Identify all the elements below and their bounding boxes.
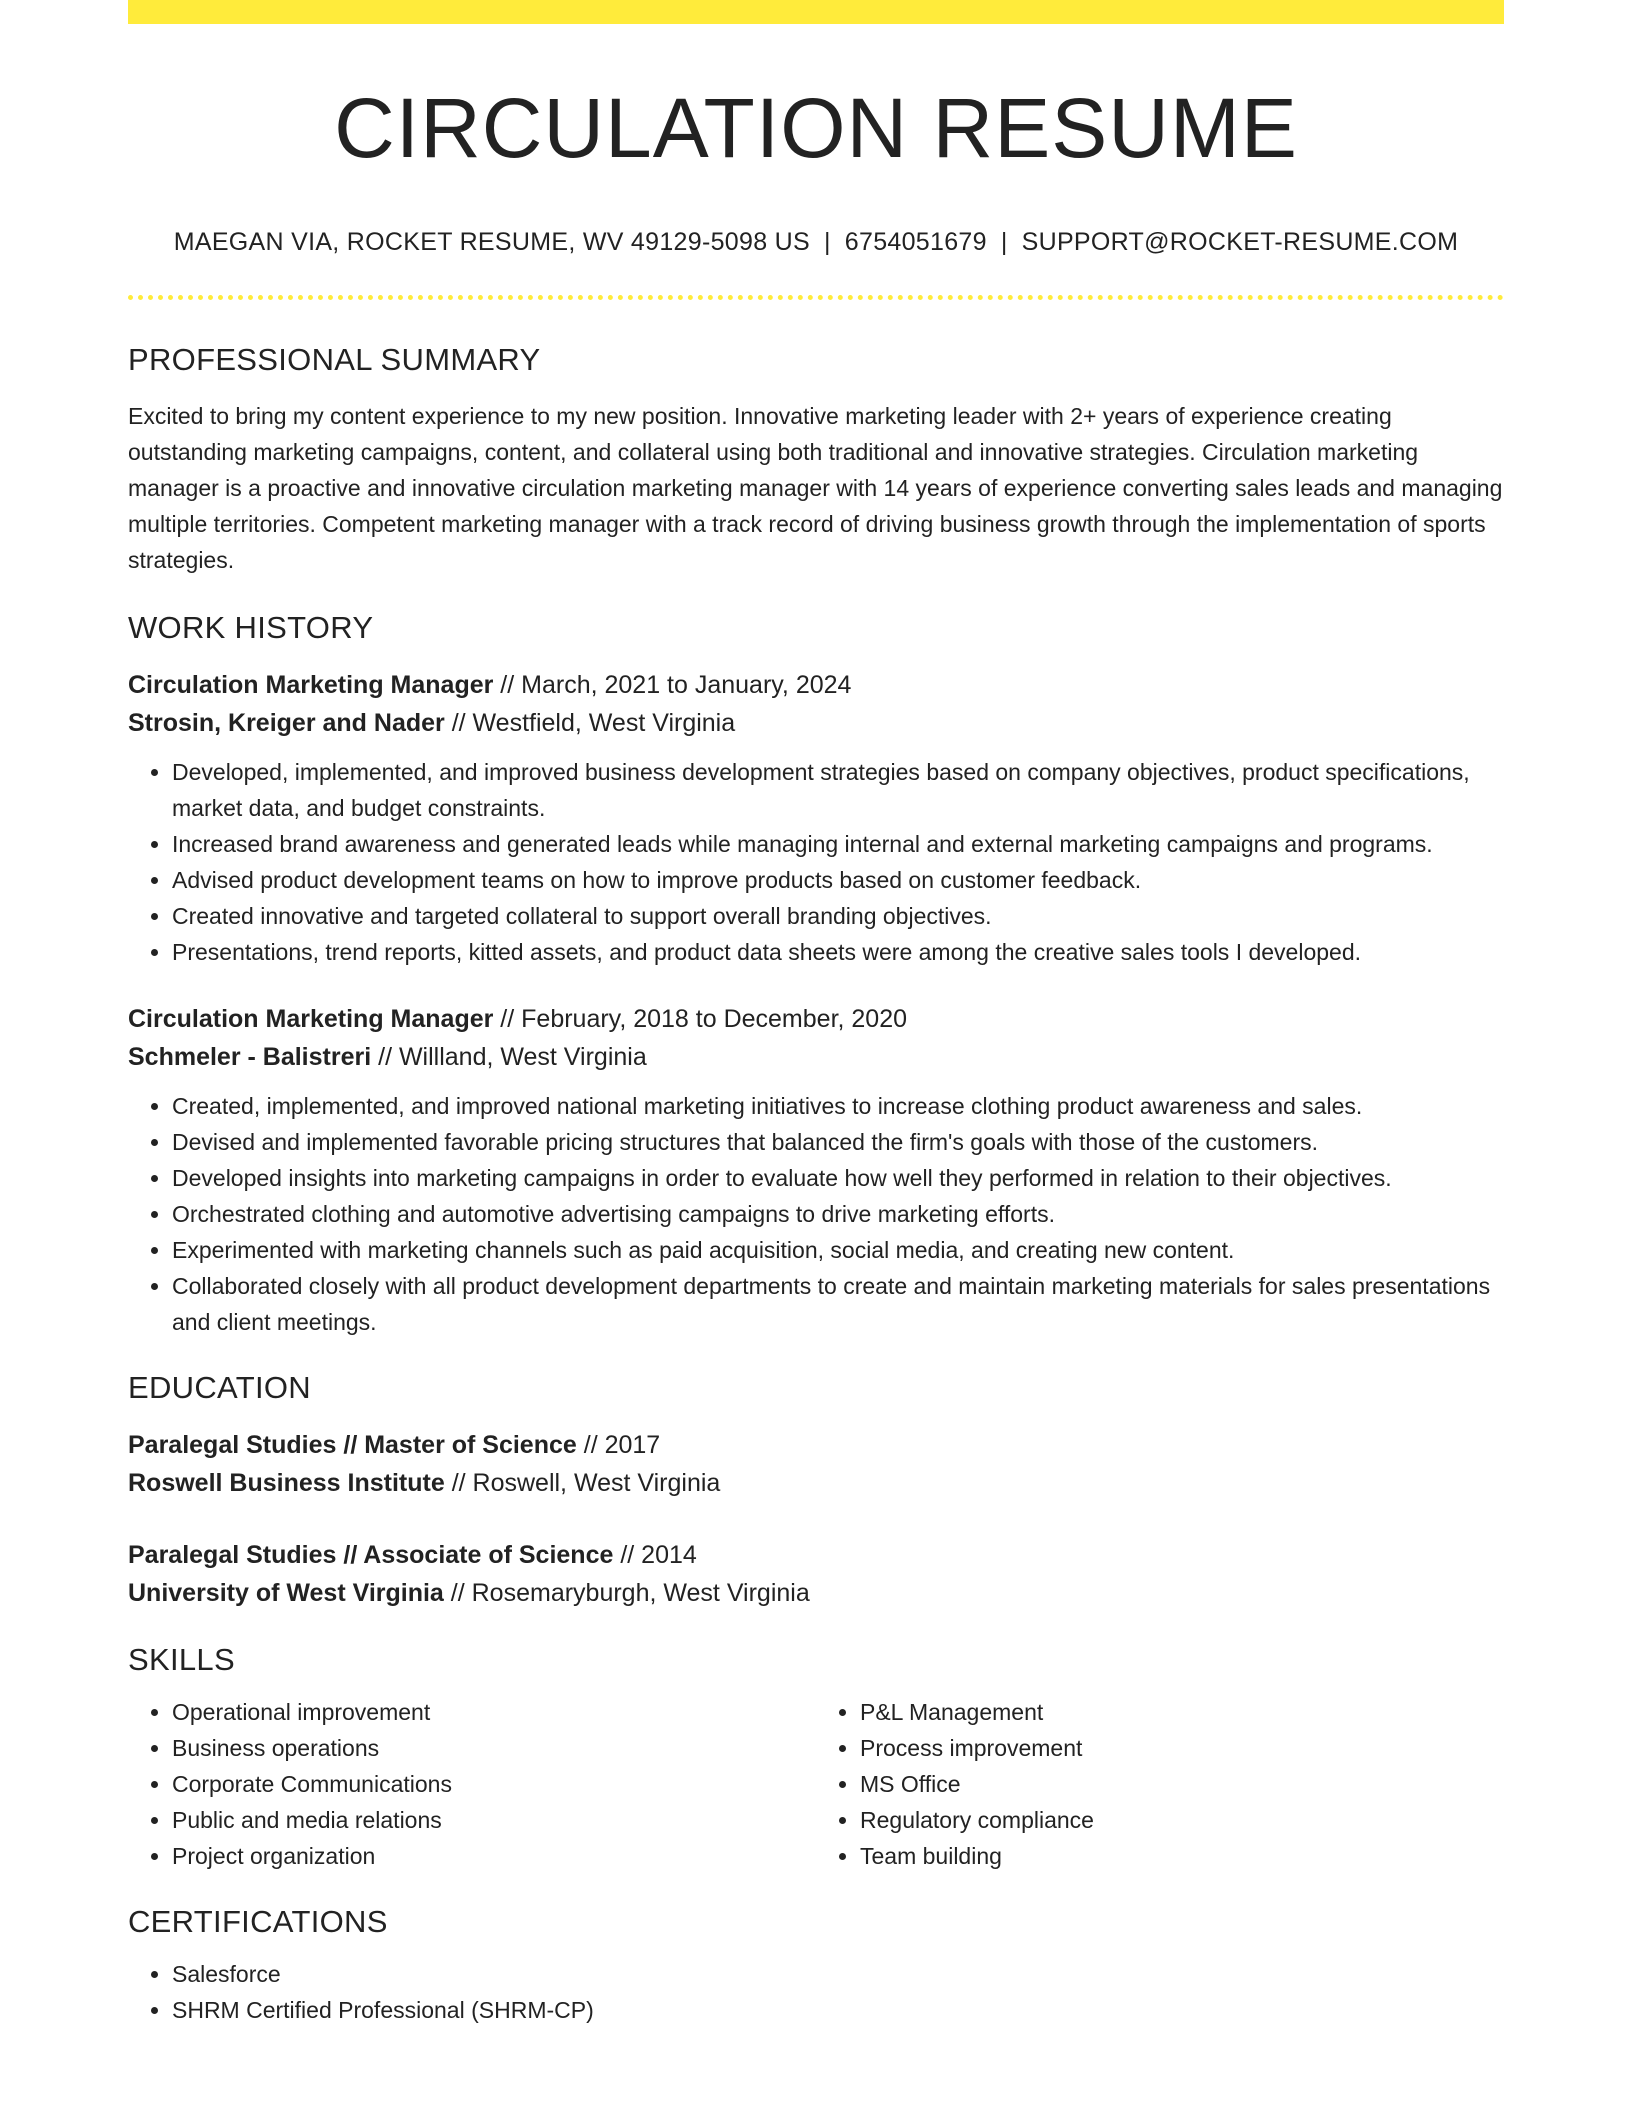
job-bullets [128,1088,1504,1340]
work-history-heading: WORK HISTORY [128,610,374,646]
job-company-line [128,704,1504,742]
summary-text: Excited to bring my content experience to my new position. Innovative marketing leader with 2+ years of experience creating outstanding marketing campaigns, content, and collateral using both traditional and innovative strategies. Circulation marketing manager is a proactive and innovative circulation marketing manager with 14 years of experience converting sales leads and managing multiple territories. Competent marketing manager with a track record of driving business growth through the implementation of sports strategies. [128,403,1503,574]
contact-address: MAEGAN VIA, ROCKET RESUME, WV 49129-5098 US [173,228,810,257]
certifications-list [128,1956,1504,2028]
job-company: Strosin, Kreiger and Nader [128,709,445,738]
education-school-line [128,1464,1504,1502]
skill-item: • Process improvement [860,1730,1504,1766]
skills-column-right [816,1694,1504,1874]
summary-heading: PROFESSIONAL SUMMARY [128,342,541,378]
job-bullet: • Presentations, trend reports, kitted assets, and product data sheets were among the creative sales tools I developed. [172,934,1504,970]
education-degree: Paralegal Studies // Master of Science [128,1431,577,1460]
skill-item: • Team building [860,1838,1504,1874]
job-title-line [128,666,1504,704]
job-bullet: • Created, implemented, and improved national marketing initiatives to increase clothing product awareness and sales. [172,1088,1504,1124]
skill-item: • Corporate Communications [172,1766,816,1802]
skill-item: • Regulatory compliance [860,1802,1504,1838]
job-entry [128,666,1504,970]
skills-heading: SKILLS [128,1642,235,1678]
skills-bullets [128,1694,816,1874]
dotted-divider [128,295,1504,300]
contact-phone: 6754051679 [844,228,987,257]
skill-item: • Operational improvement [172,1694,816,1730]
education-entry [128,1426,1504,1502]
education-degree-line [128,1426,1504,1464]
education-year: // 2014 [613,1541,697,1570]
job-dates: // February, 2018 to December, 2020 [493,1005,908,1034]
skills-column-left [128,1694,816,1874]
skills-list [128,1694,1504,1874]
certifications-heading: CERTIFICATIONS [128,1904,388,1940]
education-location: // Roswell, West Virginia [444,1469,721,1498]
education-school: Roswell Business Institute [128,1469,445,1498]
contact-line [128,228,1504,257]
resume-title: CIRCULATION RESUME [334,81,1298,175]
job-company-line [128,1038,1504,1076]
certification-item: • SHRM Certified Professional (SHRM-CP) [172,1992,1504,2028]
job-title: Circulation Marketing Manager [128,1005,494,1034]
job-location: // Willland, West Virginia [371,1043,647,1072]
resume-page [128,0,1504,2028]
job-company: Schmeler - Balistreri [128,1043,372,1072]
education-school: University of West Virginia [128,1579,444,1608]
education-school-line [128,1574,1504,1612]
job-bullet: • Experimented with marketing channels such as paid acquisition, social media, and creating new content. [172,1232,1504,1268]
job-bullet: • Increased brand awareness and generated leads while managing internal and external marketing campaigns and programs. [172,826,1504,862]
education-year: // 2017 [576,1431,661,1460]
job-bullet: • Created innovative and targeted collateral to support overall branding objectives. [172,898,1504,934]
job-bullet: • Developed, implemented, and improved business development strategies based on company objectives, product specifications, market data, and budget constraints. [172,754,1504,826]
skill-item: • Business operations [172,1730,816,1766]
job-dates: // March, 2021 to January, 2024 [493,671,852,700]
education-degree-line [128,1536,1504,1574]
contact-email: SUPPORT@ROCKET-RESUME.COM [1021,228,1459,257]
job-bullet: • Orchestrated clothing and automotive advertising campaigns to drive marketing efforts. [172,1196,1504,1232]
job-title: Circulation Marketing Manager [128,671,494,700]
job-bullet: • Developed insights into marketing campaigns in order to evaluate how well they performed in relation to their objectives. [172,1160,1504,1196]
education-heading: EDUCATION [128,1370,311,1406]
skills-bullets [816,1694,1504,1874]
certification-item: • Salesforce [172,1956,1504,1992]
skill-item: • MS Office [860,1766,1504,1802]
skill-item: • Public and media relations [172,1802,816,1838]
contact-separator: | [823,228,831,257]
job-title-line [128,1000,1504,1038]
job-bullet: • Devised and implemented favorable pricing structures that balanced the firm's goals with those of the customers. [172,1124,1504,1160]
job-bullet: • Advised product development teams on how to improve products based on customer feedback. [172,862,1504,898]
contact-separator: | [1000,228,1008,257]
skill-item: • Project organization [172,1838,816,1874]
education-location: // Rosemaryburgh, West Virginia [443,1579,810,1608]
job-location: // Westfield, West Virginia [444,709,736,738]
job-bullet: • Collaborated closely with all product development departments to create and maintain marketing materials for sales presentations and client meetings. [172,1268,1504,1340]
education-degree: Paralegal Studies // Associate of Science [128,1541,614,1570]
education-entry [128,1536,1504,1612]
skill-item: • P&L Management [860,1694,1504,1730]
job-entry [128,1000,1504,1340]
job-bullets [128,754,1504,970]
top-accent-bar [128,0,1504,24]
